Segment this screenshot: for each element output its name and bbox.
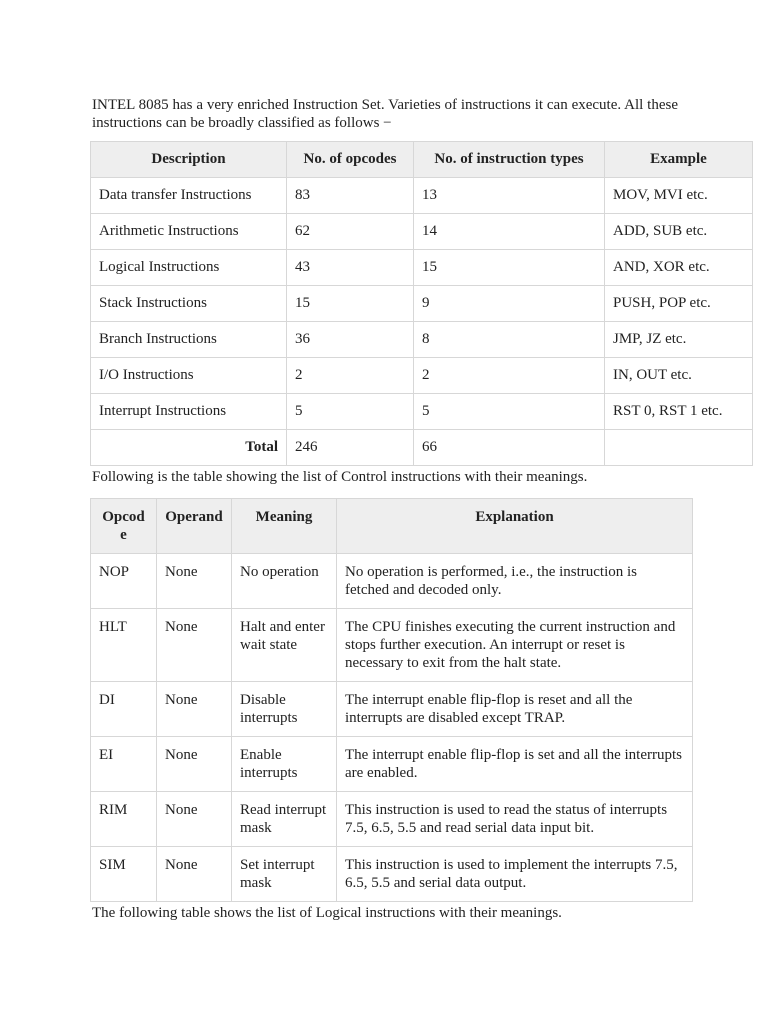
cell-opcode: EI bbox=[91, 737, 157, 792]
cell-description: Branch Instructions bbox=[91, 322, 287, 358]
table-row bbox=[91, 394, 753, 430]
instruction-summary-table bbox=[90, 141, 753, 466]
table-row bbox=[91, 737, 693, 792]
column-header-explanation: Explanation bbox=[337, 499, 693, 554]
cell-meaning: Read interrupt mask bbox=[232, 792, 337, 847]
column-header-operand: Operand bbox=[157, 499, 232, 554]
cell-example: AND, XOR etc. bbox=[605, 250, 753, 286]
table-row bbox=[91, 609, 693, 682]
cell-example: IN, OUT etc. bbox=[605, 358, 753, 394]
document-page bbox=[92, 96, 752, 922]
cell-example: MOV, MVI etc. bbox=[605, 178, 753, 214]
column-header-meaning: Meaning bbox=[232, 499, 337, 554]
column-header-example: Example bbox=[605, 142, 753, 178]
cell-description: Logical Instructions bbox=[91, 250, 287, 286]
cell-explanation: The interrupt enable flip-flop is reset and all the interrupts are disabled except TRAP. bbox=[337, 682, 693, 737]
column-header-instruction-types: No. of instruction types bbox=[414, 142, 605, 178]
cell-description: Arithmetic Instructions bbox=[91, 214, 287, 250]
cell-opcode: HLT bbox=[91, 609, 157, 682]
cell-explanation: This instruction is used to read the status of interrupts 7.5, 6.5, 5.5 and read serial data input bit. bbox=[337, 792, 693, 847]
cell-operand: None bbox=[157, 682, 232, 737]
cell-opcodes: 83 bbox=[287, 178, 414, 214]
cell-opcodes: 43 bbox=[287, 250, 414, 286]
cell-types: 5 bbox=[414, 394, 605, 430]
table-row bbox=[91, 792, 693, 847]
logical-table-caption: The following table shows the list of Logical instructions with their meanings. bbox=[92, 905, 562, 921]
column-header-opcodes: No. of opcodes bbox=[287, 142, 414, 178]
cell-opcodes: 62 bbox=[287, 214, 414, 250]
cell-opcodes: 5 bbox=[287, 394, 414, 430]
table-row bbox=[91, 358, 753, 394]
table-row bbox=[91, 286, 753, 322]
cell-operand: None bbox=[157, 609, 232, 682]
table-row bbox=[91, 250, 753, 286]
cell-meaning: Disable interrupts bbox=[232, 682, 337, 737]
cell-types: 8 bbox=[414, 322, 605, 358]
total-row bbox=[91, 430, 753, 466]
cell-opcode: SIM bbox=[91, 847, 157, 902]
total-types: 66 bbox=[414, 430, 605, 466]
cell-description: Data transfer Instructions bbox=[91, 178, 287, 214]
cell-opcode: RIM bbox=[91, 792, 157, 847]
cell-opcodes: 15 bbox=[287, 286, 414, 322]
cell-types: 9 bbox=[414, 286, 605, 322]
cell-opcodes: 36 bbox=[287, 322, 414, 358]
cell-types: 2 bbox=[414, 358, 605, 394]
cell-opcode: NOP bbox=[91, 554, 157, 609]
table-row bbox=[91, 847, 693, 902]
total-opcodes: 246 bbox=[287, 430, 414, 466]
control-instructions-table bbox=[90, 498, 693, 902]
table-header-row bbox=[91, 499, 693, 554]
cell-operand: None bbox=[157, 847, 232, 902]
cell-explanation: No operation is performed, i.e., the instruction is fetched and decoded only. bbox=[337, 554, 693, 609]
cell-operand: None bbox=[157, 737, 232, 792]
cell-explanation: The interrupt enable flip-flop is set and all the interrupts are enabled. bbox=[337, 737, 693, 792]
cell-operand: None bbox=[157, 554, 232, 609]
cell-example: ADD, SUB etc. bbox=[605, 214, 753, 250]
cell-example: JMP, JZ etc. bbox=[605, 322, 753, 358]
cell-operand: None bbox=[157, 792, 232, 847]
cell-description: I/O Instructions bbox=[91, 358, 287, 394]
cell-explanation: The CPU finishes executing the current instruction and stops further execution. An interrupt or reset is necessary to exit from the halt state. bbox=[337, 609, 693, 682]
control-table-caption: Following is the table showing the list of Control instructions with their meanings. bbox=[92, 469, 588, 485]
cell-description: Stack Instructions bbox=[91, 286, 287, 322]
table-row bbox=[91, 682, 693, 737]
cell-example: PUSH, POP etc. bbox=[605, 286, 753, 322]
table-row bbox=[91, 178, 753, 214]
total-label: Total bbox=[91, 430, 287, 466]
cell-description: Interrupt Instructions bbox=[91, 394, 287, 430]
intro-paragraph: INTEL 8085 has a very enriched Instruction Set. Varieties of instructions it can execute. All these instructions can be broadly classified as follows − bbox=[92, 97, 678, 131]
cell-types: 15 bbox=[414, 250, 605, 286]
table-header-row bbox=[91, 142, 753, 178]
cell-types: 14 bbox=[414, 214, 605, 250]
cell-explanation: This instruction is used to implement the interrupts 7.5, 6.5, 5.5 and serial data output. bbox=[337, 847, 693, 902]
cell-types: 13 bbox=[414, 178, 605, 214]
cell-meaning: Halt and enter wait state bbox=[232, 609, 337, 682]
cell-opcodes: 2 bbox=[287, 358, 414, 394]
cell-example: RST 0, RST 1 etc. bbox=[605, 394, 753, 430]
cell-meaning: Enable interrupts bbox=[232, 737, 337, 792]
table-row bbox=[91, 554, 693, 609]
column-header-opcode: Opcode bbox=[91, 499, 157, 554]
total-example bbox=[605, 430, 753, 466]
table-row bbox=[91, 322, 753, 358]
cell-opcode: DI bbox=[91, 682, 157, 737]
column-header-description: Description bbox=[91, 142, 287, 178]
cell-meaning: No operation bbox=[232, 554, 337, 609]
cell-meaning: Set interrupt mask bbox=[232, 847, 337, 902]
table-row bbox=[91, 214, 753, 250]
